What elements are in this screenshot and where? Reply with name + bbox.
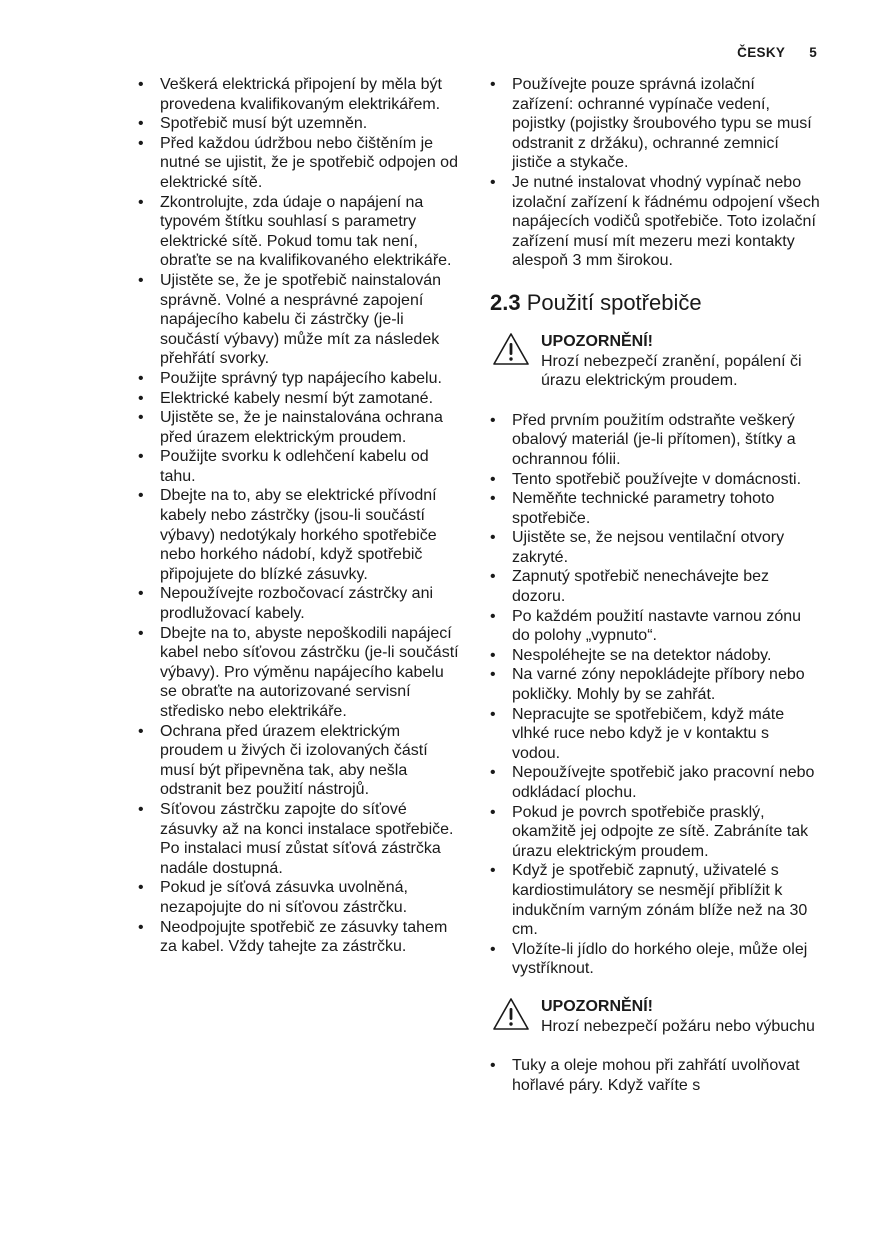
language-label: ČESKY xyxy=(737,45,786,60)
list-item: • Elektrické kabely nesmí být zamotané. xyxy=(138,389,464,409)
list-item: • Nepracujte se spotřebičem, když máte vlhké ruce nebo když je v kontaktu s vodou. xyxy=(490,705,820,764)
warning-text: Hrozí nebezpečí požáru nebo výbuchu xyxy=(541,1017,815,1035)
list-item: • Ujistěte se, že je spotřebič nainstalován správně. Volné a nesprávné zapojení napájecího kabelu či zástrčky (je-li součástí výbavy) může mít za následek přehřátí svorky. xyxy=(138,271,464,369)
list-item: • Tento spotřebič používejte v domácnosti. xyxy=(490,470,820,490)
list-item: • Tuky a oleje mohou při zahřátí uvolňovat hořlavé páry. Když vaříte s xyxy=(490,1056,820,1095)
right-middle-bullet-list xyxy=(490,411,820,979)
section-title: Použití spotřebiče xyxy=(526,289,702,315)
list-item: • Ochrana před úrazem elektrickým proudem u živých či izolovaných částí musí být připevněna tak, aby nešla odstranit bez použití nástrojů. xyxy=(138,722,464,800)
right-column xyxy=(490,75,820,1095)
list-item: • Nespoléhejte se na detektor nádoby. xyxy=(490,646,820,666)
section-number: 2.3 xyxy=(490,289,521,315)
list-item: • Používejte pouze správná izolační zařízení: ochranné vypínače vedení, pojistky (pojistky šroubového typu se musí odstranit z držáku), ochranné zemnicí jističe a stykače. xyxy=(490,75,820,173)
right-top-bullet-list xyxy=(490,75,820,271)
warning-title: UPOZORNĚNÍ! xyxy=(541,997,653,1015)
left-column xyxy=(138,75,464,957)
list-item: • Když je spotřebič zapnutý, uživatelé s kardiostimulátory se nesmějí přiblížit k indukčním varným zónám blíže než na 30 cm. xyxy=(490,861,820,939)
list-item: • Použijte správný typ napájecího kabelu. xyxy=(138,369,464,389)
warning-text: Hrozí nebezpečí zranění, popálení či úrazu elektrickým proudem. xyxy=(541,352,802,390)
list-item: • Ujistěte se, že nejsou ventilační otvory zakryté. xyxy=(490,528,820,567)
page-header xyxy=(737,45,817,60)
list-item: • Dbejte na to, aby se elektrické přívodní kabely nebo zástrčky (jsou-li součástí výbavy) nedotýkaly horkého spotřebiče nebo horkého nádobí, když spotřebič připojujete do blízké zásuvky. xyxy=(138,486,464,584)
list-item: • Neměňte technické parametry tohoto spotřebiče. xyxy=(490,489,820,528)
list-item: • Před každou údržbou nebo čištěním je nutné se ujistit, že je spotřebič odpojen od elektrické sítě. xyxy=(138,134,464,193)
warning-triangle-icon xyxy=(492,332,530,366)
list-item: • Použijte svorku k odlehčení kabelu od tahu. xyxy=(138,447,464,486)
list-item: • Před prvním použitím odstraňte veškerý obalový materiál (je-li přítomen), štítky a ochrannou fólii. xyxy=(490,411,820,470)
list-item: • Po každém použití nastavte varnou zónu do polohy „vypnuto“. xyxy=(490,607,820,646)
page-number: 5 xyxy=(809,45,817,60)
list-item: • Zapnutý spotřebič nenechávejte bez dozoru. xyxy=(490,567,820,606)
list-item: • Vložíte-li jídlo do horkého oleje, může olej vystříknout. xyxy=(490,940,820,979)
list-item: • Neodpojujte spotřebič ze zásuvky tahem za kabel. Vždy tahejte za zástrčku. xyxy=(138,918,464,957)
list-item: • Na varné zóny nepokládejte příbory nebo pokličky. Mohly by se zahřát. xyxy=(490,665,820,704)
left-bullet-list xyxy=(138,75,464,957)
list-item: • Zkontrolujte, zda údaje o napájení na typovém štítku souhlasí s parametry elektrické sítě. Pokud tomu tak není, obraťte se na kvalifikovaného elektrikáře. xyxy=(138,193,464,271)
list-item: • Pokud je síťová zásuvka uvolněná, nezapojujte do ni síťovou zástrčku. xyxy=(138,878,464,917)
warning-box-injury xyxy=(490,332,820,391)
list-item: • Síťovou zástrčku zapojte do síťové zásuvky až na konci instalace spotřebiče. Po instalaci musí zůstat síťová zástrčka nadále dostupná. xyxy=(138,800,464,878)
list-item: • Nepoužívejte rozbočovací zástrčky ani prodlužovací kabely. xyxy=(138,584,464,623)
right-bottom-bullet-list xyxy=(490,1056,820,1095)
list-item: • Je nutné instalovat vhodný vypínač nebo izolační zařízení k řádnému odpojení všech napájecích vodičů spotřebiče. Toto izolační zařízení musí mít mezeru mezi kontakty alespoň 3 mm širokou. xyxy=(490,173,820,271)
list-item: • Ujistěte se, že je nainstalována ochrana před úrazem elektrickým proudem. xyxy=(138,408,464,447)
warning-box-fire xyxy=(490,997,820,1036)
warning-triangle-icon xyxy=(492,997,530,1031)
warning-title: UPOZORNĚNÍ! xyxy=(541,332,653,350)
list-item: • Veškerá elektrická připojení by měla být provedena kvalifikovaným elektrikářem. xyxy=(138,75,464,114)
list-item: • Nepoužívejte spotřebič jako pracovní nebo odkládací plochu. xyxy=(490,763,820,802)
list-item: • Spotřebič musí být uzemněn. xyxy=(138,114,464,134)
list-item: • Pokud je povrch spotřebiče prasklý, okamžitě jej odpojte ze sítě. Zabráníte tak úrazu elektrickým proudem. xyxy=(490,803,820,862)
section-heading xyxy=(490,290,820,316)
list-item: • Dbejte na to, abyste nepoškodili napájecí kabel nebo síťovou zástrčku (je-li součástí výbavy). Pro výměnu napájecího kabelu se obraťte na autorizované servisní středisko nebo elektrikáře. xyxy=(138,624,464,722)
